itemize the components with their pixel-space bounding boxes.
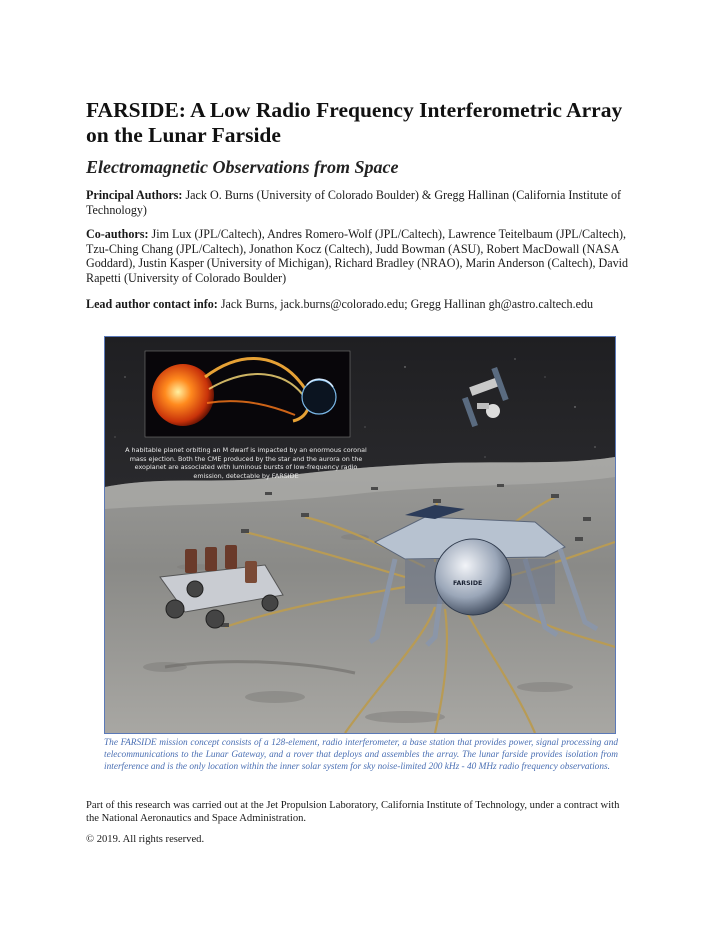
farside-illustration (104, 336, 616, 734)
principal-authors-text: Jack O. Burns (University of Colorado Boulder) & Gregg Hallinan (California Institute of Technology) (86, 188, 622, 217)
figure-caption: The FARSIDE mission concept consists of a 128-element, radio interferometer, a base station that provides power, signal processing and telecommunications to the Lunar Gateway, and a rover that deploys and assembles the array. The lunar farside provides isolation from interference and is the only location within the inner solar system for sky noise-limited 200 kHz - 40 MHz radio frequency observations. (104, 738, 618, 773)
inset-cme-image (145, 351, 350, 437)
lander-dome (435, 539, 511, 615)
contact-info (86, 297, 634, 312)
m-dwarf-star (152, 364, 214, 426)
copyright-notice: © 2019. All rights reserved. (86, 834, 205, 845)
paper-subtitle: Electromagnetic Observations from Space (86, 157, 399, 177)
principal-authors-label: Principal Authors: (86, 188, 183, 202)
farside-illustration-art (105, 337, 615, 733)
coauthors-text: Jim Lux (JPL/Caltech), Andres Romero-Wolf (JPL/Caltech), Lawrence Teitelbaum (JPL/Caltech), Tzu-Ching Chang (JPL/Caltech), Jonathon Kocz (Caltech), Judd Bowman (ASU), Robert MacDowall (NASA Goddard), Justin Kasper (University of Michigan), Richard Bradley (NRAO), Marin Anderson (Caltech), David Rapetti (University of Colorado Boulder) (86, 227, 629, 285)
coauthors-label: Co-authors: (86, 227, 149, 241)
coauthors (86, 227, 634, 285)
paper-title: FARSIDE: A Low Radio Frequency Interferometric Array on the Lunar Farside (86, 98, 623, 147)
lander-farside-label: FARSIDE (453, 580, 483, 587)
jpl-acknowledgment: Part of this research was carried out at the Jet Propulsion Laboratory, California Institute of Technology, under a contract with the National Aeronautics and Space Administration. (86, 800, 620, 825)
inset-image-caption: A habitable planet orbiting an M dwarf is impacted by an enormous coronal mass ejection. Both the CME produced by the star and the aurora on the exoplanet are associated with luminous bursts of low-frequency radio emission, detectable by FARSIDE (125, 446, 367, 480)
contact-text: Jack Burns, jack.burns@colorado.edu; Gregg Hallinan gh@astro.caltech.edu (220, 297, 594, 311)
contact-label: Lead author contact info: (86, 297, 218, 311)
principal-authors (86, 188, 634, 217)
